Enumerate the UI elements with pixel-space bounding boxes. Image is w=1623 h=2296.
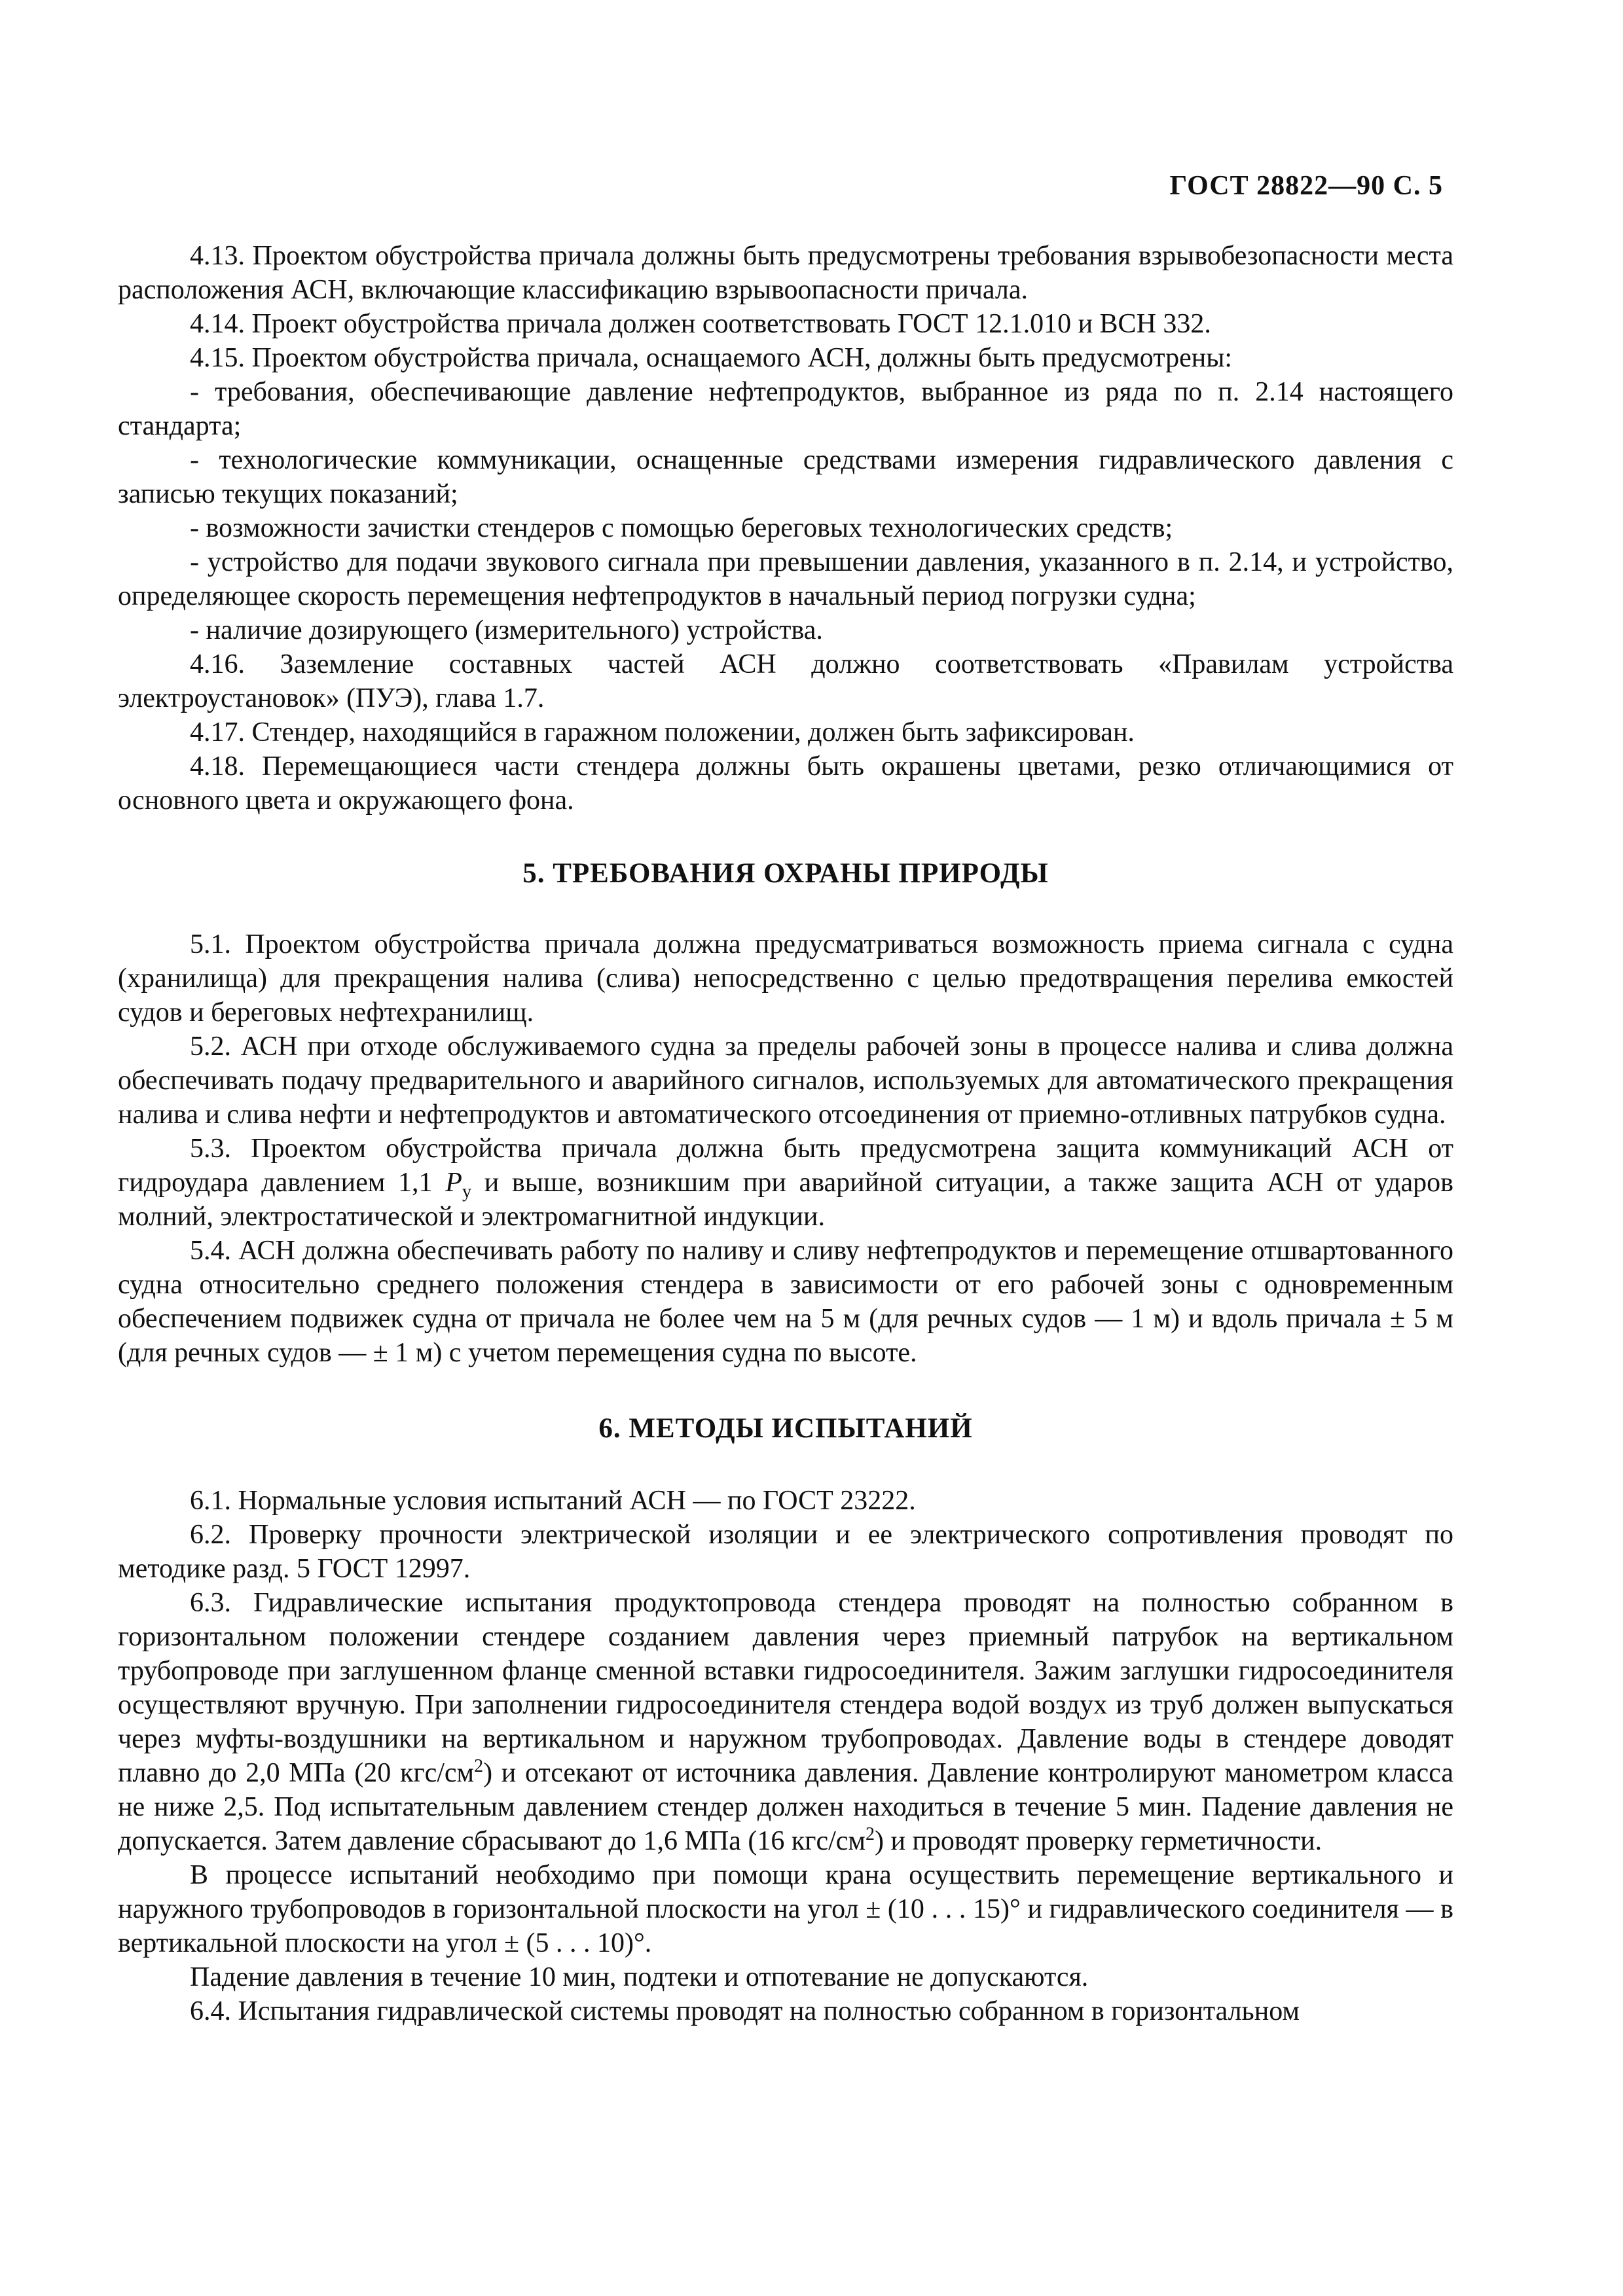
unit-superscript-1: 2 [474, 1756, 484, 1776]
pressure-subscript: у [462, 1181, 471, 1202]
clause-4-15: 4.15. Проектом обустройства причала, оснащаемого АСН, должны быть предусмотрены: [190, 343, 1233, 373]
document-body [118, 239, 1453, 2028]
clause-4-18: 4.18. Перемещающиеся части стендера должны быть окрашены цветами, резко отличающимися от основного цвета и окружающего фона. [118, 751, 1453, 816]
clause-6-2: 6.2. Проверку прочности электрической изоляции и ее электрического сопротивления проводят по методике разд. 5 ГОСТ 12997. [118, 1520, 1453, 1584]
pressure-symbol: P [445, 1168, 462, 1198]
clause-4-15-item-1: - требования, обеспечивающие давление нефтепродуктов, выбранное из ряда по п. 2.14 настоящего стандарта; [118, 377, 1453, 441]
section-6-title: 6. МЕТОДЫ ИСПЫТАНИЙ [598, 1413, 973, 1444]
clause-4-15-item-5: - наличие дозирующего (измерительного) устройства. [190, 615, 823, 645]
clause-4-15-item-4: - устройство для подачи звукового сигнала при превышении давления, указанного в п. 2.14, и устройство, определяющее скорость перемещения нефтепродуктов в начальный период погрузки судна; [118, 547, 1453, 611]
clause-4-15-item-2: - технологические коммуникации, оснащенные средствами измерения гидравлического давления с записью текущих показаний; [118, 445, 1453, 509]
clause-6-3 [118, 1586, 1453, 1858]
clause-6-3-part-c: ) и проводят проверку герметичности. [874, 1826, 1322, 1856]
unit-superscript-2: 2 [865, 1824, 875, 1844]
clause-4-16: 4.16. Заземление составных частей АСН должно соответствовать «Правилам устройства электроустановок» (ПУЭ), глава 1.7. [118, 649, 1453, 713]
clause-4-13: 4.13. Проектом обустройства причала должны быть предусмотрены требования взрывобезопасности места расположения АСН, включающие классификацию взрывоопасности причала. [118, 241, 1453, 305]
clause-4-15-item-3: - возможности зачистки стендеров с помощью береговых технологических средств; [190, 513, 1173, 543]
clause-6-3-rotation: В процессе испытаний необходимо при помощи крана осуществить перемещение вертикального и наружного трубопроводов в горизонтальной плоскости на угол ± (10 . . . 15)° и гидравлического соединителя — в вертикальной плоскости на угол ± (5 . . . 10)°. [118, 1860, 1453, 1958]
clause-5-2: 5.2. АСН при отходе обслуживаемого судна за пределы рабочей зоны в процессе налива и слива должна обеспечивать подачу предварительного и аварийного сигналов, используемых для автоматического прекращения налива и слива нефти и нефтепродуктов и автоматического отсоединения от приемно-отливных патрубков судна. [118, 1031, 1453, 1130]
clause-5-3-part-a: 5.3. Проектом обустройства причала должна быть предусмотрена защита коммуникаций АСН от гидроудара давлением 1,1 [118, 1134, 1453, 1198]
clause-6-1: 6.1. Нормальные условия испытаний АСН — по ГОСТ 23222. [190, 1486, 916, 1516]
clause-6-3-pressure-drop: Падение давления в течение 10 мин, подтеки и отпотевание не допускаются. [190, 1962, 1089, 1992]
clause-5-3 [118, 1132, 1453, 1234]
clause-6-3-part-b: ) и отсекают от источника давления. Давление контролируют манометром класса не ниже 2,5. Под испытательным давлением стендер должен находиться в течение 5 мин. Падение давления не допускается. Затем давление сбрасывают до 1,6 МПа (16 кгс/см [118, 1758, 1453, 1856]
clause-6-3-part-a: 6.3. Гидравлические испытания продуктопровода стендера проводят на полностью собранном в горизонтальном положении стендере созданием давления через приемный патрубок на вертикальном трубопроводе при заглушенном фланце сменной вставки гидросоединителя. Зажим заглушки гидросоединителя осуществляют вручную. При заполнении гидросоединителя стендера водой воздух из труб должен выпускаться через муфты-воздушники на вертикальном и наружном трубопроводах. Давление воды в стендере доводят плавно до 2,0 МПа (20 кгс/см [118, 1588, 1453, 1788]
clause-6-4: 6.4. Испытания гидравлической системы проводят на полностью собранном в горизонтальном [190, 1996, 1300, 2026]
clause-4-17: 4.17. Стендер, находящийся в гаражном положении, должен быть зафиксирован. [190, 717, 1135, 747]
clause-5-1: 5.1. Проектом обустройства причала должна предусматриваться возможность приема сигнала с судна (хранилища) для прекращения налива (слива) непосредственно с целью предотвращения перелива емкостей судов и береговых нефтехранилищ. [118, 929, 1453, 1028]
clause-4-14: 4.14. Проект обустройства причала должен соответствовать ГОСТ 12.1.010 и ВСН 332. [190, 309, 1211, 339]
page-header: ГОСТ 28822—90 С. 5 [1169, 171, 1443, 201]
clause-5-3-part-b: и выше, возникшим при аварийной ситуации, а также защита АСН от ударов молний, электростатической и электромагнитной индукции. [118, 1168, 1453, 1232]
section-5-title: 5. ТРЕБОВАНИЯ ОХРАНЫ ПРИРОДЫ [522, 858, 1049, 889]
clause-5-4: 5.4. АСН должна обеспечивать работу по наливу и сливу нефтепродуктов и перемещение отшвартованного судна относительно среднего положения стендера в зависимости от его рабочей зоны с одновременным обеспечением подвижек судна от причала не более чем на 5 м (для речных судов — 1 м) и вдоль причала ± 5 м (для речных судов — ± 1 м) с учетом перемещения судна по высоте. [118, 1236, 1453, 1368]
